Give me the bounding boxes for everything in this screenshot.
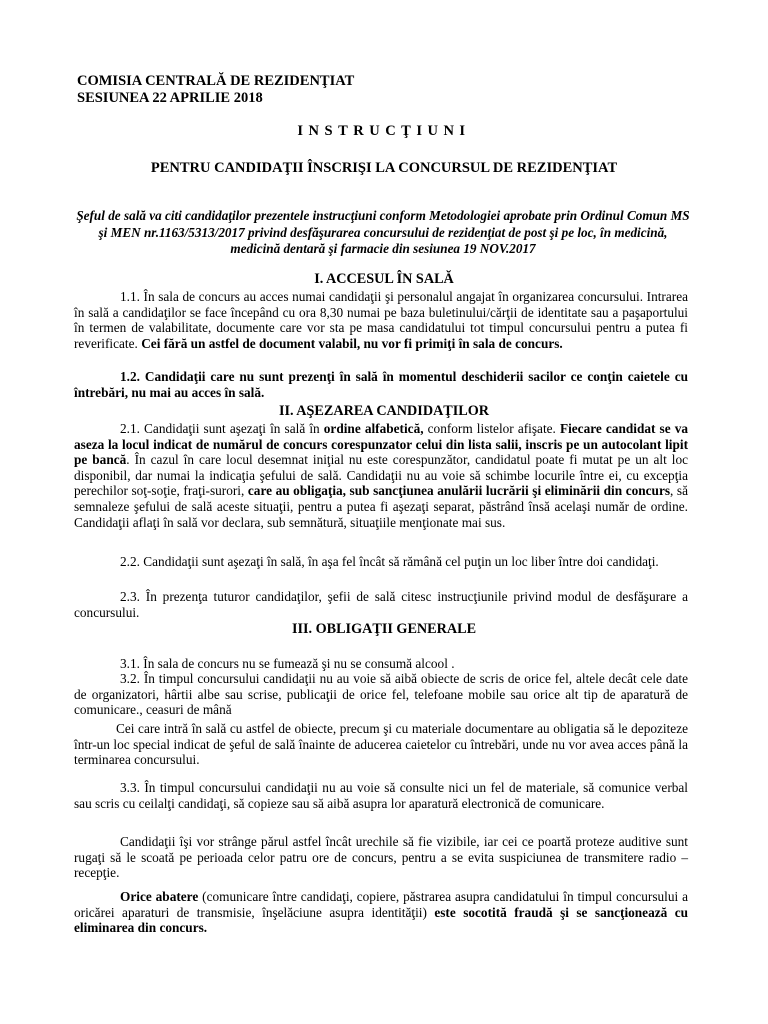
paragraph-2-1-text-a: 2.1. Candidaţii sunt aşezaţi în sală în bbox=[120, 421, 324, 436]
paragraph-3-5-bold-c: este socotită fraudă şi se sancţionează cu eliminarea din concurs. bbox=[74, 904, 689, 936]
paragraph-3-5 bbox=[74, 889, 688, 936]
header-institution: COMISIA CENTRALĂ DE REZIDENŢIAT bbox=[77, 73, 355, 89]
paragraph-1-1 bbox=[74, 289, 688, 351]
paragraph-2-2: 2.2. Candidaţii sunt aşezaţi în sală, în aşa fel încât să rămână cel puţin un loc liber între doi candidaţi. bbox=[120, 554, 659, 569]
section-2-heading: II. AŞEZAREA CANDIDAŢILOR bbox=[278, 403, 490, 419]
paragraph-2-3: 2.3. În prezenţa tuturor candidaţilor, şefii de sală citesc instrucţiunile privind modul de desfăşurare a concursului. bbox=[74, 589, 688, 620]
paragraph-2-1-bold-f: care au obligaţia, sub sancţiunea anulării lucrării şi eliminării din concurs bbox=[247, 483, 671, 499]
paragraph-2-1-text-g: , să semnaleze şefului de sală aceste situaţii, pentru a putea fi aşezaţi separat, păstrând însă acelaşi număr de ordine. Candidaţii aflaţi în sală vor declara, sub semnătură, situaţiile menţionate mai sus. bbox=[74, 483, 688, 530]
paragraph-3-4: Candidaţii îşi vor strânge părul astfel încât urechile să fie vizibile, iar cei ce poartă proteze auditive sunt rugaţi să le scoată pe perioada celor patru ore de concurs, pentru a se evita suspiciunea de transmitere radio – recepţie. bbox=[74, 834, 688, 881]
paragraph-2-1-bold-d: Fiecare candidat se va aseza la locul indicat de numărul de concurs corespunzator celui din lista salii, inscris pe un autocolant lipit pe bancă bbox=[74, 421, 688, 468]
paragraph-1-2: 1.2. Candidaţii care nu sunt prezenţi în sală în momentul deschiderii sacilor ce conţin caietele cu întrebări, nu mai au acces în sală. bbox=[74, 369, 688, 400]
paragraph-2-1-text-c: conform listelor afişate. bbox=[423, 421, 560, 436]
header-session: SESIUNEA 22 APRILIE 2018 bbox=[77, 90, 263, 106]
document-subtitle: PENTRU CANDIDAŢII ÎNSCRIŞI LA CONCURSUL DE REZIDENŢIAT bbox=[150, 160, 618, 176]
section-1-heading: I. ACCESUL ÎN SALĂ bbox=[314, 271, 454, 287]
paragraph-1-1-text: 1.1. În sala de concurs au acces numai candidaţii şi personalul angajat în organizarea concursului. Intrarea în sală a candidaţilor se face începând cu ora 8,30 numai pe baza buletinului/cărţii de identitate sau a paşaportului în termen de valabilitate, documente care vor sta pe masa candidatului tot timpul concursului pentru a putea fi reverificate. bbox=[74, 289, 688, 351]
paragraph-2-1 bbox=[74, 421, 688, 530]
document-header bbox=[77, 73, 354, 107]
paragraph-2-1-text-e: . În cazul în care locul desemnat iniţial nu este corespunzător, candidatul poate fi mutat pe un alt loc disponibil, dar numai la indicaţia şefului de sală. Candidaţii nu au voie să schimbe locurile între ei, cu excepţia perechilor soţ-soţie, fraţi-surori, bbox=[74, 452, 688, 499]
paragraph-3-1: 3.1. În sala de concurs nu se fumează şi nu se consumă alcool . bbox=[120, 656, 455, 671]
paragraph-2-1-bold-b: ordine alfabetică, bbox=[323, 421, 424, 436]
section-3-heading: III. OBLIGAŢII GENERALE bbox=[291, 621, 477, 637]
intro-paragraph: Şeful de sală va citi candidaţilor prezentele instrucţiuni conform Metodologiei aprobate prin Ordinul Comun MS şi MEN nr.1163/5313/2017 privind desfăşurarea concursului de rezidenţiat de post şi pe loc, în medicină, medicină dentară şi farmacie din sesiunea 19 NOV.2017 bbox=[76, 208, 690, 256]
paragraph-3-5-bold-a: Orice abatere bbox=[120, 889, 199, 904]
paragraph-1-1-bold: Cei fără un astfel de document valabil, nu vor fi primiţi în sala de concurs. bbox=[141, 335, 563, 351]
paragraph-3-2b: Cei care intră în sală cu astfel de obiecte, precum şi cu materiale documentare au obligatia să le depoziteze într-un loc special indicat de şeful de sală înainte de aducerea caietelor cu întrebări, unde nu vor avea acces până la terminarea concursului. bbox=[74, 721, 688, 768]
paragraph-3-5-text-b: (comunicare între candidaţi, copiere, păstrarea asupra candidatului în timpul concursului a oricărei aparaturi de transmisie, înşelăciune asupra identităţii) bbox=[74, 889, 688, 920]
paragraph-3-3: 3.3. În timpul concursului candidaţii nu au voie să consulte nici un fel de materiale, să comunice verbal sau scris cu ceilalţi candidaţi, să copieze sau să aibă asupra lor aparatură electronică de comunicare. bbox=[74, 780, 688, 811]
paragraph-3-2: 3.2. În timpul concursului candidaţii nu au voie să aibă obiecte de scris de orice fel, altele decât cele date de organizatori, hârtii albe sau scrise, publicaţii de orice fel, telefoane mobile sau orice alt tip de aparatură de comunicare., ceasuri de mână bbox=[74, 671, 688, 718]
document-title: INSTRUCŢIUNI bbox=[297, 123, 471, 139]
